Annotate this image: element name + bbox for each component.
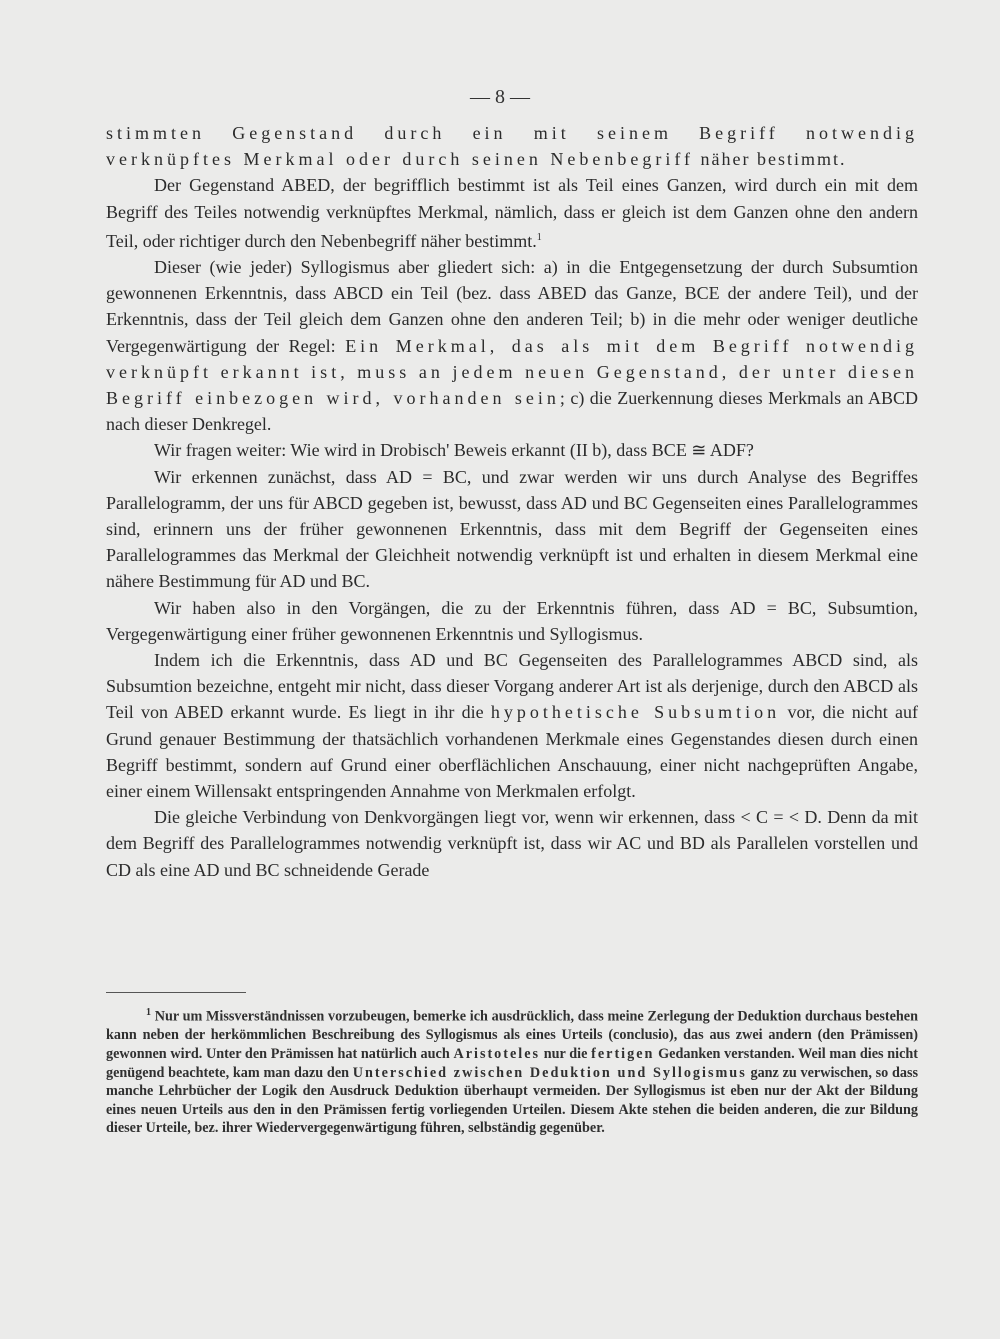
footnote-section bbox=[106, 1004, 918, 1138]
emphasized-name: Aristoteles bbox=[453, 1045, 541, 1062]
paragraph-1 bbox=[106, 120, 918, 172]
emphasized-term: hypothetische Subsumtion bbox=[490, 702, 781, 723]
footnote-marker: 1 bbox=[146, 1007, 151, 1018]
paragraph-3 bbox=[106, 254, 918, 437]
paragraph-4 bbox=[106, 437, 918, 463]
text-run: näher bestimmt. bbox=[694, 149, 847, 170]
footnote-divider bbox=[106, 992, 246, 993]
emphasized-term: Unterschied zwischen Deduktion und Syllogismus bbox=[352, 1064, 747, 1081]
text-run: stimmten Gegenstand durch ein mit seinem Begriff notwendig verknüpftes Merkmal oder durch seinen Nebenbegriff bbox=[106, 123, 918, 170]
emphasized-rule: Ein Merkmal, das als mit dem Begriff notwendig verknüpft erkannt ist, muss an jedem neuen Gegenstand, der unter diesen Begriff einbezogen wird, vorhanden sein bbox=[106, 335, 918, 409]
text-run: Gedanken verstanden. Weil man dies nicht genügend beachtete, kam man dazu den bbox=[106, 1045, 919, 1081]
text-run: vor, die nicht auf Grund genauer Bestimmung der thatsächlich vorhandenen Merkmale eines Gegenstandes diesen durch einen Begriff bestimmt, sondern auf Grund einer oberflächlichen Anschauung, einer nicht nachgeprüften Angabe, einer einem Willensakt entspringenden Annahme von Merkmalen erfolgt. bbox=[106, 702, 918, 802]
text-run: Nur um Missverständnissen vorzubeugen, bemerke ich ausdrücklich, dass meine Zerlegung der Deduktion durchaus bestehen kann neben der herkömmlichen Beschreibung des Syllogismus als eines Urteils (conclusio), das aus zwei andern (den Prämissen) gewonnen wird. Unter den Prämissen hat natürlich auch bbox=[106, 1008, 918, 1062]
paragraph-6 bbox=[106, 595, 918, 647]
paragraph-7 bbox=[106, 647, 918, 804]
paragraph-5 bbox=[106, 464, 918, 595]
main-text bbox=[106, 120, 918, 883]
paragraph-8 bbox=[106, 804, 918, 883]
text-run: Wir haben also in den Vorgängen, die zu der Erkenntnis führen, dass AD = BC, Subsumtion, Vergegenwärtigung einer früher gewonnenen Erkenntnis und Syllogismus. bbox=[106, 597, 918, 644]
text-run: Indem ich die Erkenntnis, dass AD und BC Gegenseiten des Parallelogrammes ABCD sind, als Subsumtion bezeichne, entgeht mir nicht, dass dieser Vorgang anderer Art ist als derjenige, durch den ABCD als Teil von ABED erkannt wurde. Es liegt in ihr die bbox=[106, 650, 918, 723]
text-run: Dieser (wie jeder) Syllogismus aber gliedert sich: a) in die Entgegensetzung der durch Subsumtion gewonnenen Erkenntnis, dass ABCD ein Teil (bez. dass ABED das Ganze, BCE der andere Teil), und der Erkenntnis, dass der Teil gleich dem Ganzen ohne den anderen Teil; b) in die mehr oder weniger deutliche Vergegenwärtigung der Regel: bbox=[106, 257, 918, 356]
text-run: Wir fragen weiter: Wie wird in Drobisch' Beweis erkannt (II b), dass BCE ≅ ADF? bbox=[154, 440, 754, 461]
text-run: Der Gegenstand ABED, der begrifflich bestimmt ist als Teil eines Ganzen, wird durch ein mit dem Begriff des Teiles notwendig verknüpftes Merkmal, nämlich, dass er gleich ist dem Ganzen ohne den andern Teil, oder richtiger durch den Nebenbegriff näher bestimmt. bbox=[106, 175, 918, 251]
text-run: nur die bbox=[540, 1045, 592, 1062]
text-run: ganz zu verwischen, so dass manche Lehrbücher der Logik den Ausdruck Deduktion überhaupt vermeiden. Der Syllogismus ist eben nur der Akt der Bildung eines neuen Urteils aus den in den Prämissen fertig vorliegenden Urteilen. Diesem Akte stehen die beiden anderen, die zur Bildung dieser Urteile, bez. ihrer Wiedervergegenwärtigung führen, selbständig gegenüber. bbox=[106, 1064, 919, 1137]
footnote-1 bbox=[106, 1004, 918, 1138]
text-run: Die gleiche Verbindung von Denkvorgängen liegt vor, wenn wir erkennen, dass < C = < D. Denn da mit dem Begriff des Parallelogrammes notwendig verknüpft ist, dass wir AC und BD als Parallelen vorstellen und CD als eine AD und BC schneidende Gerade bbox=[106, 807, 918, 880]
text-run: Wir erkennen zunächst, dass AD = BC, und zwar werden wir uns durch Analyse des Begriffes Parallelogramm, der uns für ABCD gegeben ist, bewusst, dass AD und BC Gegenseiten eines Parallelogrammes sind, erinnern uns der früher gewonnenen Erkenntnis, dass mit dem Begriff der Gegenseiten eines Parallelogrammes das Merkmal der Gleichheit notwendig verknüpft ist und erhalten in diesem Merkmal eine nähere Bestimmung für AD und BC. bbox=[106, 466, 918, 592]
paragraph-2 bbox=[106, 172, 918, 254]
page-number: — 8 — bbox=[470, 86, 530, 108]
footnote-ref: 1 bbox=[536, 231, 542, 243]
text-run: ; c) die Zuerkennung dieses Merkmals an ABCD nach dieser Denkregel. bbox=[106, 388, 919, 435]
emphasized-term: fertigen bbox=[591, 1045, 655, 1062]
